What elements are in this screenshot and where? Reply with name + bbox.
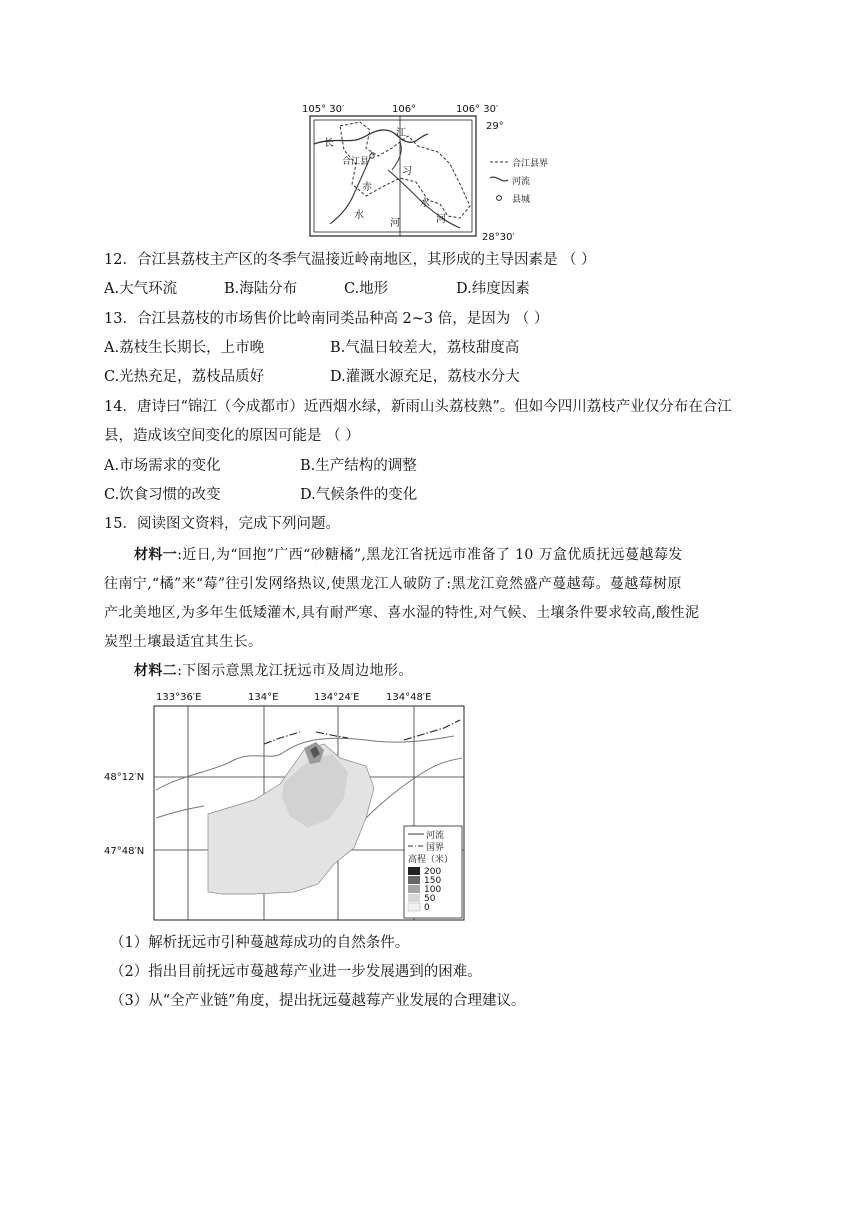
legend-level: 200	[424, 867, 442, 877]
lon-label: 105° 30′	[302, 104, 345, 115]
legend-label: 河流	[512, 177, 531, 187]
legend-river-icon	[490, 177, 508, 181]
q14-option-b: B.生产结构的调整	[300, 458, 417, 474]
q12-option-b: B.海陆分布	[224, 281, 298, 297]
material-2-text: :下图示意黑龙江抚远市及周边地形。	[177, 663, 413, 679]
q12-option-c: C.地形	[344, 281, 389, 297]
legend-level: 0	[424, 903, 430, 913]
material-1-line: 产北美地区,为多年生低矮灌木,具有耐严寒、喜水湿的特性,对气候、土壤条件要求较高,酸性泥	[104, 605, 700, 621]
q14-option-a: A.市场需求的变化	[104, 458, 221, 474]
legend-county-seat-icon	[497, 196, 502, 201]
place-label: 合江县	[342, 157, 370, 167]
legend-swatch-100	[408, 885, 420, 893]
legend-level: 150	[424, 876, 442, 886]
question-13-stem: 13．合江县荔枝的市场售价比岭南同类品种高 2~3 倍，是因为 （ ）	[104, 311, 549, 327]
legend-river-label: 河流	[426, 831, 445, 841]
place-label: 水	[354, 210, 364, 221]
lon-label: 133°36′E	[156, 692, 202, 703]
material-1-line	[134, 545, 683, 565]
lat-label: 29°	[486, 121, 504, 132]
legend-swatch-200	[408, 867, 420, 875]
question-14-stem-cont: 县，造成该空间变化的原因可能是 （ ）	[104, 428, 360, 444]
material-2-line	[134, 661, 413, 681]
place-label: 水	[420, 198, 430, 209]
fuyuan-map-figure	[104, 688, 474, 924]
fuyuan-terrain-map	[104, 688, 474, 924]
material-1-line: 炭型土壤最适宜其生长。	[104, 634, 263, 650]
county-seat-icon	[370, 154, 374, 158]
legend-border-label: 国界	[426, 843, 445, 853]
q14-option-c: C.饮食习惯的改变	[104, 487, 221, 503]
place-label: 河	[390, 218, 400, 229]
place-label: 习	[402, 166, 412, 177]
legend-elevation-title: 高程（米）	[408, 855, 454, 865]
subquestion-2: （2）指出目前抚远市蔓越莓产业进一步发展遇到的困难。	[110, 964, 482, 980]
lon-label: 106°	[392, 104, 417, 115]
lat-label: 47°48′N	[104, 846, 145, 857]
q14-option-d: D.气候条件的变化	[300, 487, 418, 503]
subquestion-1: （1）解析抚远市引种蔓越莓成功的自然条件。	[110, 935, 410, 951]
question-14-stem: 14．唐诗曰“锦江（今成都市）近西烟水绿，新雨山头荔枝熟”。但如今四川荔枝产业仅分布在合江	[104, 399, 732, 415]
place-label: 长	[324, 138, 334, 149]
material-2-title: 材料二	[134, 663, 178, 679]
legend-label: 县城	[512, 195, 531, 205]
legend-swatch-150	[408, 876, 420, 884]
legend-level: 50	[424, 894, 436, 904]
question-15-stem: 15．阅读图文资料，完成下列问题。	[104, 516, 340, 532]
lon-label: 134°24′E	[314, 692, 360, 703]
q13-option-c: C.光热充足，荔枝品质好	[104, 369, 265, 385]
q13-option-b: B.气温日较差大，荔枝甜度高	[330, 340, 520, 356]
legend-label: 合江县界	[512, 159, 549, 169]
material-1-title: 材料一	[134, 547, 178, 563]
q13-option-d: D.灌溉水源充足，荔枝水分大	[330, 369, 520, 385]
material-1-text: :近日,为“回抱”广西“砂糖橘”,黑龙江省抚远市准备了 10 万盒优质抚远蔓越莓发	[177, 547, 683, 563]
material-1-line: 往南宁,“橘”来“莓”往引发网络热议,使黑龙江人破防了:黑龙江竟然盛产蔓越莓。蔓越莓树原	[104, 576, 682, 592]
place-label: 赤	[362, 182, 372, 193]
q12-option-d: D.纬度因素	[456, 281, 530, 297]
hejiang-map-figure	[300, 100, 560, 242]
lon-label: 134°E	[248, 692, 279, 703]
subquestion-3: （3）从“全产业链”角度，提出抚远蔓越莓产业发展的合理建议。	[110, 993, 526, 1009]
q12-option-a: A.大气环流	[104, 281, 178, 297]
lat-label: 48°12′N	[104, 772, 145, 783]
hejiang-map	[300, 100, 560, 242]
legend-swatch-50	[408, 894, 420, 902]
question-12-stem: 12．合江县荔枝主产区的冬季气温接近岭南地区，其形成的主导因素是 （ ）	[104, 252, 596, 268]
legend-swatch-0	[408, 903, 420, 911]
lat-label: 28°30′	[482, 232, 515, 242]
place-label: 河	[436, 214, 446, 225]
legend-level: 100	[424, 885, 442, 895]
lon-label: 106° 30′	[456, 104, 499, 115]
q13-option-a: A.荔枝生长期长，上市晚	[104, 340, 265, 356]
lon-label: 134°48′E	[386, 692, 432, 703]
place-label: 江	[396, 128, 406, 139]
